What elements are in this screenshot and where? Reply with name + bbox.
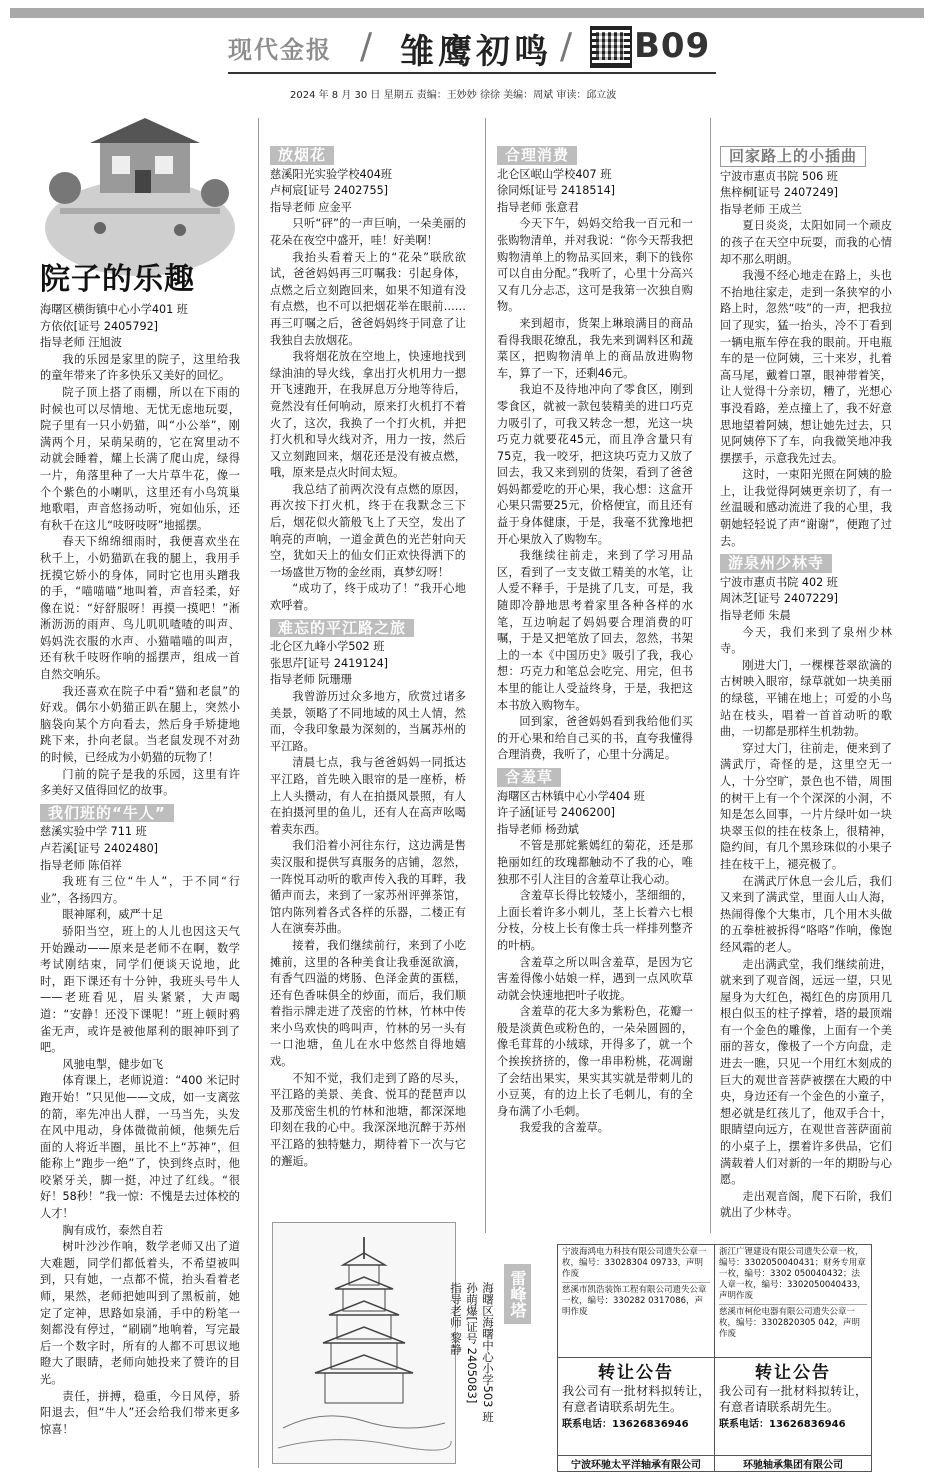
- header-slash: /: [360, 26, 373, 67]
- drawing-school: 海曙区海曙中心小学503 班: [481, 1282, 495, 1423]
- subheading: 胸有成竹，泰然自若: [62, 1223, 164, 1237]
- article-school: 宁波市惠贞书院 402 班: [720, 575, 838, 589]
- paragraph: 我的乐园是家里的院子，这里给我的童年带来了许多快乐又美好的回忆。: [40, 352, 240, 383]
- loss-notice: 慈溪市柯伦电器有限公司遗失公章一枚，编号：3302820305 042，声明作废: [719, 1307, 861, 1339]
- article-school: 海曙区古林镇中心小学404 班: [497, 789, 645, 803]
- article-title: 我们班的“牛人”: [40, 804, 174, 823]
- article-school: 慈溪实验中学 711 班: [40, 825, 147, 839]
- page-number: B09: [634, 26, 711, 66]
- article-title: 合理消费: [497, 146, 577, 165]
- paragraph: 走出满武堂，我们继续前进，就来到了观音阁，远远一望，只见屋身为大红色，褐红色的房顶用几根白似玉的柱子撑着，塔的最顶端有一个金色的雕像，上面有一个美丽的菩女，像极了一个方向盘，走进去一瞧，只见一个用红木刻成的巨大的观世音菩萨被摆在大殿的中央，身边还有一个金色的小童子，想必就是红孩儿了，他双手合十，眼睛望向远方，在观世音菩萨面前的小桌子上，摆着许多供品，它们满载着人们对新的一年的期盼与心愿。: [720, 957, 892, 1187]
- loss-notice: 宁波海鸿电力科技有限公司遗失公章一枚，编号：33028304 09733，声明作废: [562, 1247, 710, 1283]
- article-teacher: 指导老师 应金平: [270, 200, 352, 214]
- top-bar: [10, 8, 924, 18]
- notice-title: 转让公告: [755, 1363, 831, 1383]
- notice-body: 我公司有一批材料拟转让，有意者请联系胡先生。: [719, 1384, 867, 1414]
- paragraph: 责任，拼搏，稳重，今日风停，骄阳退去，但“牛人”还会给我们带来更多惊喜！: [40, 1389, 240, 1436]
- subheading: 眼神犀利，威严十足: [62, 908, 164, 922]
- subheading: 风驰电掣，健步如飞: [62, 1057, 164, 1071]
- paragraph: 我抬头看着天上的“花朵”联欣欲试，爸爸妈妈再三叮嘱我：引起身体，点燃之后立刻跑回来，如果不知道有没有点燃，也不可以把烟花举在眼前……再三叮嘱之后，爸爸妈妈终于同意了让我独自去放烟花。: [270, 250, 466, 347]
- paragraph: 我们沿着小河往东行，这边满是售卖汉服和提供写真服务的店铺，忽然，一阵悦耳动听的歌声传入我的耳畔，我循声而去，来到了一家苏州评弹茶馆，馆内陈列着各式各样的乐器，二楼正有人在演奏苏曲。: [270, 839, 466, 936]
- paragraph: 我班有三位“牛人”，于不同“行业”，各扬四方。: [40, 875, 240, 905]
- loss-notice: 慈溪市凯浩装饰工程有限公司遗失公章一枚，编号：330282 0317086，声明作废: [562, 1285, 707, 1317]
- loss-notice: 浙江广锂建设有限公司遗失公章一枚，编号：3302050040431；财务专用章一枚，编号：3302 050040432；法人章一枚，编号：3302050040433，声明作废: [719, 1247, 867, 1305]
- column-2: [270, 142, 466, 1170]
- article-author: 徐同烁[证号 2418514]: [497, 184, 616, 198]
- header-rule: [228, 72, 716, 74]
- paragraph: 体育课上，老师说道：“400 米记时跑开始！”只见他——文成，如一支离弦的箭，率先冲出人群，一马当先，头发在风中甩动，身体微微前倾，他频先后面的人将近半圈，虽比不上“苏神”，但能称上“跑步一绝”了，快到终点时，他咬紧牙关，脚一挺，冲过了红线。“很好！58秒！”我一惊：不愧是去过体校的人才！: [40, 1074, 240, 1221]
- article-teacher: 指导老师 阮珊珊: [270, 673, 352, 687]
- paragraph: 只听“砰”的一声巨响，一朵美丽的花朵在夜空中盛开，哇！好美啊！: [270, 217, 466, 247]
- paragraph: 含羞草的花大多为紫粉色，花瓣一般是淡黄色或粉色的，一朵朵圆圆的，像毛茸茸的小绒球，开得多了，就一个个挨挨挤挤的，像一串串粉桃，花凋谢了会结出果实，果实其实就是带刺儿的小豆荚，有的边上长了毛刺儿，有的全身布满了小毛刺。: [497, 1005, 693, 1118]
- paragraph: 我曾游历过众多地方，欣赏过诸多美景，领略了不同地域的风土人情，然而，令我印象最为深刻的，当属苏州的平江路。: [270, 690, 466, 753]
- paragraph: 来到超市，货架上琳琅满目的商品看得我眼花缭乱，我先来到调料区和蔬菜区，把购物清单上的商品放进购物车，算了一下，还剩46元。: [497, 316, 693, 380]
- loss-notices: [558, 1245, 714, 1358]
- article-teacher: 指导老师 朱晨: [720, 609, 791, 623]
- paragraph: 我还喜欢在院子中看“猫和老鼠”的好戏。偶尔小奶猫正趴在腿上，突然小脑袋向某个方向看去，然后身手矫捷地跳下来，扑向老鼠。当老鼠发现不对劲的时候，已经成为小奶猫的玩物了！: [40, 684, 240, 765]
- paragraph: 穿过大门，往前走，便来到了满武厅，奇怪的是，这里空无一人，十分空旷，景色也不错，周围的树干上有一个个深深的小洞，不知是怎么回事，一片片绿叶如一块块翠玉似的挂在枝条上，很精神，隐约间，有几个黑珍珠似的小果子挂在枝干上，褪亮极了。: [720, 741, 892, 871]
- date-line: 2024 年 8 月 30 日 星期五 责编：王妙妙 徐徐 美编：周斌 审读：邱立波: [290, 90, 617, 101]
- paragraph: 我迫不及待地冲向了零食区，刚到零食区，就被一款包装精美的进口巧克力吸引了，可我又转念一想，光这一块巧克力就要花45元，而且净含量只有75克，我一咬牙，把这块巧克力又放了回去，我又来到别的货架，看到了爸爸妈妈都爱吃的开心果，我心想：这盒开心果只需要25元，价格便宜，而且还有益于身体健康，于是，我毫不犹豫地把开心果放入了购物车。: [497, 383, 693, 546]
- paragraph: 我将烟花放在空地上，快速地找到绿油油的导火线，拿出打火机用力一摁开飞速跑开，在我屏息万分地等待后，竟然没有任何响动，原来打火机打不着火了，这次，我换了一个打火机，并把打火机和导火线对齐，用力一按，然后又立刻跑回来，烟花还是没有被点燃，哦，原来是点火时间太短。: [270, 350, 466, 480]
- paragraph: 今天下午，妈妈交给我一百元和一张购物清单，并对我说：“你今天帮我把购物清单上的物品买回来，剩下的钱你可以自由分配。”我听了，心里十分高兴又有几分忐忑，这可是我第一次独自购物。: [497, 217, 693, 314]
- paragraph: 我漫不经心地走在路上，头也不抬地往家走，走到一条狭窄的小路上时，忽然“吱”的一声，把我拉回了现实，猛一抬头，冷不丁看到一辆电瓶车停在我的眼前。开电瓶车的是一位阿姨，三十来岁，扎着高马尾，戴着口罩，眼神带着笑，让人觉得十分亲切，糟了，光想心事没看路，差点撞上了，我不好意思地望着阿姨，想让她先过去，只见阿姨停下了车，向我微笑地冲我摆摆手，示意我先过去。: [720, 269, 892, 465]
- article-author: 方依依[证号 2405792]: [40, 319, 159, 333]
- paper-name: 现代金报: [228, 36, 332, 64]
- notice-area: [557, 1244, 872, 1472]
- paragraph: 走出观音阁，爬下石阶，我们就出了少林寺。: [720, 1189, 892, 1220]
- paragraph: 含羞草之所以叫含羞草，是因为它害羞得像小姑娘一样，遇到一点风吹草动就会快速地把叶子收拢。: [497, 955, 693, 1002]
- paragraph: 门前的院子是我的乐园，这里有许多美好又值得回忆的故事。: [40, 767, 240, 798]
- pagoda-drawing: [272, 1222, 456, 1464]
- section-title: 雏鹰初鸣: [400, 32, 552, 72]
- paragraph: 今天，我们来到了泉州少林寺。: [720, 625, 892, 656]
- article-author: 张思芹[证号 2419124]: [270, 656, 389, 670]
- article-teacher: 指导老师 张意君: [497, 200, 579, 214]
- column-3: [497, 142, 693, 1137]
- article-teacher: 指导老师 王成兰: [720, 202, 802, 216]
- article-school: 北仑区岷山学校407 班: [497, 167, 612, 181]
- article-author: 卢柯宸[证号 2402755]: [270, 184, 389, 198]
- article-teacher: 指导老师 杨劲斌: [497, 822, 579, 836]
- drawing-title: 雷峰塔: [504, 1264, 531, 1324]
- article-author: 许子涵[证号 2406200]: [497, 806, 616, 820]
- paragraph: 我总结了前两次没有点燃的原因，再次按下打火机，终于在我默念三下后，烟花似火箭般飞上了天空，发出了响亮的声响，一道金黄色的光芒射向天空，犹如天上的仙女们正欢快得洒下的一场盛世万物的金丝雨，真梦幻呀！: [270, 482, 466, 579]
- column-divider: [710, 118, 711, 1233]
- pagoda-icon: [273, 1223, 455, 1463]
- paragraph: 不管是那姹紫嫣红的菊花，还是那艳丽如红的玫瑰都触动不了我的心，唯独那不引人注目的含羞草让我心动。: [497, 839, 693, 886]
- drawing-teacher: 指导老师 黎静: [449, 1282, 463, 1355]
- article-title: 游泉州少林寺: [720, 554, 832, 573]
- column-divider: [258, 118, 259, 1468]
- paragraph: 春天下绵绵细雨时，我便喜欢坐在秋千上，小奶猫趴在我的腿上，我用手抚摸它娇小的身体，同时它也用头蹭我的手，“喵喵喵”地叫着，声音轻柔，好像在说：“好舒服呀！再摸一摸吧！”淅淅沥沥的雨声、鸟儿叽叽喳喳的叫声、妈妈洗衣服的水声、小猫喵喵的叫声，还有秋千吱呀作响的摇摆声，组成一首自然交响乐。: [40, 535, 240, 682]
- paragraph: 刚进大门，一棵棵苍翠欲滴的古树映入眼帘，绿草就如一块美丽的绿毯，平铺在地上；可爱的小鸟站在枝头，唱着一首首动听的歌曲，一切都是那样生机勃勃。: [720, 658, 892, 739]
- paragraph: 回到家，爸爸妈妈看到我给他们买的开心果和给自己买的书，直夸我懂得合理消费，我听了，心里十分满足。: [497, 715, 693, 762]
- notice-title: 转让公告: [598, 1363, 674, 1383]
- paragraph: 这时，一束阳光照在阿姨的脸上，让我觉得阿姨更亲切了，有一丝温暖和感动流进了我的心里，我朝她轻轻说了声“谢谢”，便跑了过去。: [720, 468, 892, 548]
- paragraph: 骄阳当空，班上的人儿也因这天气开始躁动——原来是老师不在啊，数学考试刚结束，同学们便谈天说地，此时，距下课还有十分钟，我班头号牛人——老班看见，眉头紧紧，大声喝道：“安静！还没下课呢！”班上顿时鸦雀无声，或许是被他犀利的眼神吓到了吧。: [40, 924, 240, 1055]
- notice-right-column: [715, 1245, 871, 1471]
- header-slash: /: [560, 26, 573, 67]
- article-title: 难忘的平江路之旅: [270, 619, 414, 638]
- notice-left-column: [558, 1245, 715, 1471]
- article-author: 周沐芝[证号 2407229]: [720, 592, 839, 606]
- article-author: 卢若溪[证号 2402480]: [40, 842, 159, 855]
- article-school: 宁波市惠贞书院 506 班: [720, 169, 838, 183]
- loss-notices: [715, 1245, 871, 1358]
- article-title: 放烟花: [270, 146, 334, 165]
- article-teacher: 指导老师 陈佰祥: [40, 858, 122, 872]
- paragraph: 院子顶上搭了雨棚，所以在下雨的时候也可以尽情地、无忧无虑地玩耍，院子里有一只小奶猫，叫“小公举”，刚满两个月，呆萌呆萌的，它在窝里动不动就会睡着，耀上长满了爬山虎，绿得一片，角落里种了一大片草牛花，像一个个紫色的小喇叭，这里还有小鸟筑巢地歌唱，声音悠扬动听，宛如仙乐，还有秋千在这儿“吱呀吱呀”地摇摆。: [40, 385, 240, 532]
- column-4: [720, 142, 892, 1222]
- paragraph: 含羞草长得比较矮小，茎细细的，上面长着许多小刺儿，茎上长着六七根分枝，分枝上长有像士兵一样排列整齐的叶柄。: [497, 889, 693, 952]
- article-author: 焦梓桐[证号 2407249]: [720, 186, 839, 200]
- paragraph: “成功了，终于成功了！”我开心地欢呼着。: [270, 582, 466, 613]
- article-school: 慈溪阳光实验学校404班: [270, 167, 393, 181]
- article-school: 北仑区九峰小学502 班: [270, 640, 385, 654]
- qr-code-icon: [590, 26, 632, 68]
- illustration-title: 院子的乐趣: [40, 262, 195, 297]
- notice-phone: 联系电话：13626836946: [719, 1419, 846, 1430]
- paragraph: 接着，我们继续前行，来到了小吃摊前，这里的各种美食让我垂涎欲滴，有香气四溢的烤肠、色泽金黄的蛋糕，还有色香味俱全的炒面，而后，我们顺着指示牌走进了茂密的竹林，竹林中传来小鸟欢快的鸣叫声，竹林的另一头有一口池塘，鱼儿在水中悠然自得地嬉戏。: [270, 938, 466, 1069]
- notice-phone: 联系电话：13626836946: [562, 1419, 689, 1430]
- article-title: 含羞草: [497, 768, 561, 787]
- paragraph: 清晨七点，我与爸爸妈妈一同抵达平江路，首先映入眼帘的是一座桥，桥上人头攒动，有人在拍摄风景照，有人在拍摄河里的鱼儿，还有人在高声吆喝着卖东西。: [270, 756, 466, 836]
- article-teacher: 指导老师 汪旭波: [40, 336, 122, 350]
- paragraph: 夏日炎炎，太阳如同一个顽皮的孩子在天空中玩耍，而我的心情却不那么明朗。: [720, 219, 892, 266]
- drawing-author: 孙萌爆[证号 2405083]: [465, 1282, 479, 1404]
- article-school: 海曙区横街镇中心小学401 班: [40, 303, 188, 316]
- paragraph: 我继续往前走，来到了学习用品区，看到了一支支做工精美的水笔，让人爱不释手，于是挑了几支，可是，我随即冷静地思考着家里各种各样的水笔，互边响起了妈妈要合理消费的叮嘱，于是又把笔放了回去，忽然，书架上的一本《中国历史》吸引了我，我心想：巧克力和笔总会吃完、用完，但书本里的能让人受益终身，于是，我把这本书放入购物车。: [497, 549, 693, 712]
- article-title: 回家路上的小插曲: [720, 146, 866, 167]
- notice-company: 宁波环驰太平洋轴承有限公司: [558, 1455, 714, 1471]
- paragraph: 在满武厅休息一会儿后，我们又来到了满武堂，里面人山人海，热闹得像个大集市，几个用木头做的五拳桩被拆得“咯咯”作响，像饱经风霜的老人。: [720, 874, 892, 954]
- notice-company: 环驰轴承集团有限公司: [715, 1455, 871, 1471]
- column-divider: [485, 118, 486, 1233]
- paragraph: 树叶沙沙作响，数学老师又出了道大难题，同学们都低着头，不希望被叫到，只有她，一点都不慌，抬头看着老师，果然，老师把她叫到了黑板前，她定了定神，思路如泉涌，手中的粉笔一刻都没有停过，“刷刷”地响着，写完最后一个数字时，所有的人都不可思议地瞪大了眼睛，老师向她投来了赞许的目光。: [40, 1240, 240, 1386]
- paragraph: 不知不觉，我们走到了路的尽头，平江路的美景、美食、悦耳的琵琶声以及那茂密生机的竹林和池塘，都深深地印刻在我的心中。我深深地沉醉于苏州平江路的独特魅力，期待着下一次与它的邂逅。: [270, 1071, 466, 1168]
- paragraph: 我爱我的含羞草。: [519, 1121, 609, 1135]
- notice-body: 我公司有一批材料拟转让，有意者请联系胡先生。: [562, 1384, 710, 1414]
- column-1: [40, 302, 240, 1438]
